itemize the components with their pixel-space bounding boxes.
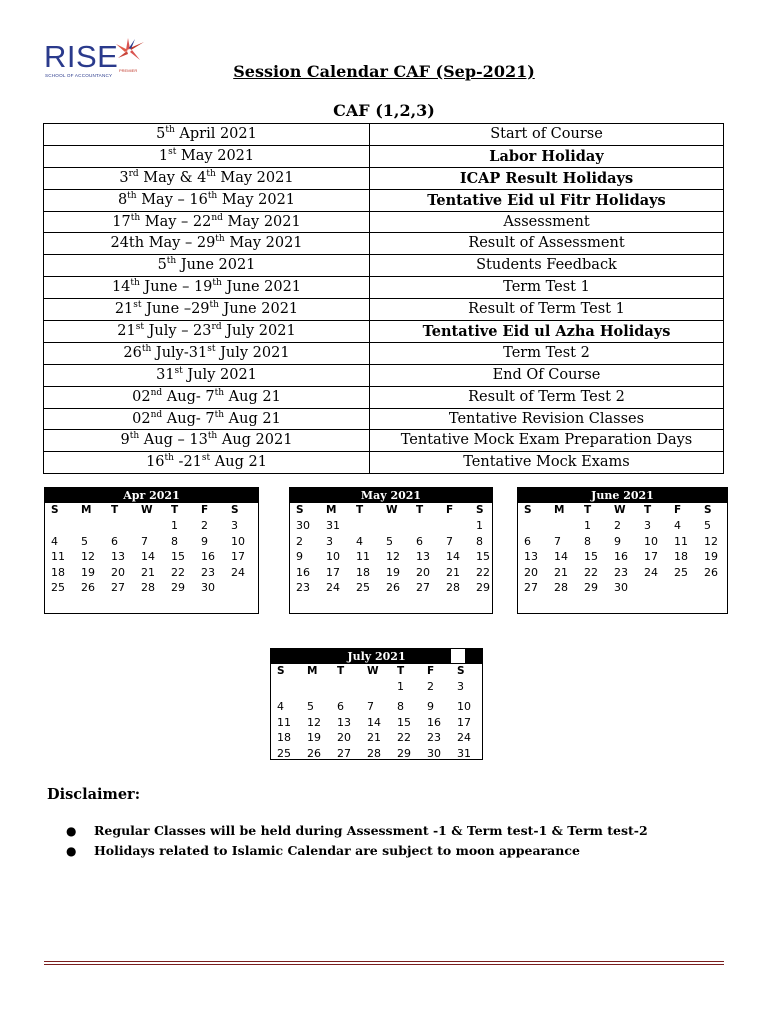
calendar-day: 10 bbox=[326, 550, 340, 564]
weekday-label: S bbox=[457, 665, 465, 677]
calendar-day: 27 bbox=[416, 580, 430, 594]
calendar-day: 10 bbox=[457, 700, 471, 714]
calendar-day: 26 bbox=[307, 746, 321, 760]
calendar-day: 15 bbox=[171, 550, 185, 564]
weekday-label: T bbox=[171, 504, 179, 516]
calendar-day: 21 bbox=[367, 731, 381, 745]
starburst-icon bbox=[114, 38, 146, 64]
calendar-day: 29 bbox=[584, 580, 598, 594]
table-row bbox=[44, 364, 724, 386]
calendar-day bbox=[416, 518, 446, 533]
calendar-day: 30 bbox=[614, 580, 628, 594]
calendar-day: 26 bbox=[386, 580, 400, 594]
weekday-label: M bbox=[326, 504, 337, 516]
calendar-day: 20 bbox=[416, 565, 430, 579]
calendar-day bbox=[356, 518, 386, 533]
calendar-day bbox=[674, 580, 704, 595]
calendar-day: 23 bbox=[201, 565, 215, 579]
weekday-label: T bbox=[584, 504, 592, 516]
table-row bbox=[44, 430, 724, 452]
calendar-day bbox=[111, 518, 141, 533]
calendar-day: 7 bbox=[141, 534, 148, 548]
weekday-label: S bbox=[476, 504, 484, 516]
calendar-day: 13 bbox=[337, 715, 351, 729]
calendar-day: 4 bbox=[356, 534, 363, 548]
table-row bbox=[44, 299, 724, 321]
date-cell: 26th July-31st July 2021 bbox=[44, 342, 370, 364]
calendar-day: 18 bbox=[674, 550, 688, 564]
calendar-day: 25 bbox=[277, 746, 291, 760]
calendar-day: 6 bbox=[416, 534, 423, 548]
calendar-day: 2 bbox=[614, 519, 621, 533]
weekday-label: S bbox=[524, 504, 532, 516]
weekday-label: F bbox=[201, 504, 209, 516]
calendar-day: 27 bbox=[111, 580, 125, 594]
calendar-day bbox=[554, 518, 584, 533]
event-cell: Start of Course bbox=[370, 124, 724, 146]
weekday-label: W bbox=[386, 504, 398, 516]
event-cell: Tentative Mock Exams bbox=[370, 452, 724, 474]
calendar-day bbox=[524, 518, 554, 533]
weekday-label: T bbox=[397, 665, 405, 677]
calendar-day: 1 bbox=[397, 680, 404, 694]
calendar-day: 29 bbox=[171, 580, 185, 594]
calendar-day: 9 bbox=[427, 700, 434, 714]
month-calendar bbox=[289, 487, 493, 614]
weekday-label: M bbox=[554, 504, 565, 516]
calendar-day: 16 bbox=[614, 550, 628, 564]
table-row bbox=[44, 277, 724, 299]
calendar-day: 31 bbox=[457, 746, 471, 760]
date-cell: 31st July 2021 bbox=[44, 364, 370, 386]
calendar-day: 15 bbox=[397, 715, 411, 729]
calendar-day: 8 bbox=[171, 534, 178, 548]
calendar-day: 16 bbox=[296, 565, 310, 579]
calendar-day: 29 bbox=[397, 746, 411, 760]
weekday-label: T bbox=[644, 504, 652, 516]
table-row bbox=[44, 452, 724, 474]
event-cell: ICAP Result Holidays bbox=[370, 167, 724, 189]
calendar-header-notch bbox=[451, 649, 465, 663]
calendar-day: 3 bbox=[231, 519, 238, 533]
calendar-day: 14 bbox=[446, 550, 460, 564]
date-cell: 21st July – 23rd July 2021 bbox=[44, 321, 370, 343]
calendar-day: 18 bbox=[277, 731, 291, 745]
date-cell: 16th -21st Aug 21 bbox=[44, 452, 370, 474]
date-cell: 3rd May & 4th May 2021 bbox=[44, 167, 370, 189]
date-cell: 9th Aug – 13th Aug 2021 bbox=[44, 430, 370, 452]
calendar-day: 2 bbox=[296, 534, 303, 548]
calendar-day: 28 bbox=[446, 580, 460, 594]
weekday-label: S bbox=[277, 665, 285, 677]
weekday-label: S bbox=[704, 504, 712, 516]
date-cell: 5th April 2021 bbox=[44, 124, 370, 146]
calendar-day: 13 bbox=[111, 550, 125, 564]
calendar-day: 30 bbox=[296, 519, 310, 533]
list-item: ● Regular Classes will be held during Assessment -1 & Term test-1 & Term test-2 bbox=[66, 823, 648, 838]
calendar-day: 15 bbox=[476, 550, 490, 564]
calendar-day: 18 bbox=[51, 565, 65, 579]
date-cell: 5th June 2021 bbox=[44, 255, 370, 277]
calendar-day bbox=[704, 580, 734, 595]
calendar-day: 31 bbox=[326, 519, 340, 533]
calendar-day: 5 bbox=[81, 534, 88, 548]
calendar-day bbox=[81, 518, 111, 533]
calendar-day: 11 bbox=[277, 715, 291, 729]
calendar-day: 20 bbox=[337, 731, 351, 745]
document-title: Session Calendar CAF (Sep-2021) bbox=[233, 62, 535, 81]
table-row bbox=[44, 408, 724, 430]
calendar-grid bbox=[277, 664, 487, 761]
weekday-label: F bbox=[674, 504, 682, 516]
event-cell: Result of Assessment bbox=[370, 233, 724, 255]
calendar-day: 20 bbox=[111, 565, 125, 579]
calendar-day: 3 bbox=[457, 680, 464, 694]
event-cell: Term Test 2 bbox=[370, 342, 724, 364]
event-cell: Labor Holiday bbox=[370, 145, 724, 167]
calendar-day: 9 bbox=[614, 534, 621, 548]
calendar-day: 9 bbox=[201, 534, 208, 548]
event-cell: Term Test 1 bbox=[370, 277, 724, 299]
calendar-day: 11 bbox=[51, 550, 65, 564]
event-cell: Tentative Mock Exam Preparation Days bbox=[370, 430, 724, 452]
calendar-day: 27 bbox=[524, 580, 538, 594]
logo-subtext: PREMIER bbox=[119, 68, 138, 73]
calendar-day bbox=[141, 518, 171, 533]
calendar-day: 24 bbox=[326, 580, 340, 594]
table-row bbox=[44, 189, 724, 211]
calendar-day: 22 bbox=[397, 731, 411, 745]
weekday-label: S bbox=[296, 504, 304, 516]
weekday-label: T bbox=[111, 504, 119, 516]
table-row bbox=[44, 167, 724, 189]
weekday-label: S bbox=[51, 504, 59, 516]
calendar-day: 28 bbox=[141, 580, 155, 594]
calendar-day: 3 bbox=[326, 534, 333, 548]
calendar-day: 23 bbox=[614, 565, 628, 579]
calendar-day: 16 bbox=[201, 550, 215, 564]
date-cell: 14th June – 19th June 2021 bbox=[44, 277, 370, 299]
document-subtitle: CAF (1,2,3) bbox=[333, 101, 435, 120]
calendar-grid bbox=[296, 503, 506, 595]
disclaimer-list bbox=[66, 822, 648, 862]
calendar-day bbox=[644, 580, 674, 595]
calendar-day: 24 bbox=[457, 731, 471, 745]
month-calendar bbox=[44, 487, 259, 614]
disclaimer-heading: Disclaimer: bbox=[47, 786, 141, 803]
weekday-label: T bbox=[337, 665, 345, 677]
weekday-label: F bbox=[446, 504, 454, 516]
logo-tagline: SCHOOL OF ACCOUNTANCY bbox=[45, 73, 113, 78]
calendar-day: 29 bbox=[476, 580, 490, 594]
calendar-day: 8 bbox=[584, 534, 591, 548]
event-cell: End Of Course bbox=[370, 364, 724, 386]
calendar-day: 28 bbox=[554, 580, 568, 594]
calendar-day: 18 bbox=[356, 565, 370, 579]
calendar-month-title: May 2021 bbox=[290, 488, 492, 503]
event-cell: Result of Term Test 2 bbox=[370, 386, 724, 408]
event-cell: Tentative Eid ul Fitr Holidays bbox=[370, 189, 724, 211]
calendar-day: 25 bbox=[674, 565, 688, 579]
calendar-day: 19 bbox=[81, 565, 95, 579]
table-row bbox=[44, 386, 724, 408]
calendar-day: 12 bbox=[386, 550, 400, 564]
table-row bbox=[44, 342, 724, 364]
calendar-day bbox=[277, 679, 307, 699]
calendar-day: 21 bbox=[446, 565, 460, 579]
calendar-day: 14 bbox=[554, 550, 568, 564]
calendar-day: 1 bbox=[171, 519, 178, 533]
calendar-day: 7 bbox=[554, 534, 561, 548]
calendar-day: 17 bbox=[644, 550, 658, 564]
calendar-day bbox=[386, 518, 416, 533]
calendar-day: 5 bbox=[307, 700, 314, 714]
calendar-day: 20 bbox=[524, 565, 538, 579]
calendar-day: 17 bbox=[457, 715, 471, 729]
calendar-grid bbox=[51, 503, 261, 595]
calendar-day: 8 bbox=[476, 534, 483, 548]
calendar-day: 12 bbox=[704, 534, 718, 548]
date-cell: 02nd Aug- 7th Aug 21 bbox=[44, 386, 370, 408]
calendar-day: 19 bbox=[307, 731, 321, 745]
calendar-day: 9 bbox=[296, 550, 303, 564]
calendar-day: 6 bbox=[524, 534, 531, 548]
weekday-label: M bbox=[81, 504, 92, 516]
calendar-day: 22 bbox=[171, 565, 185, 579]
calendar-day: 21 bbox=[554, 565, 568, 579]
date-cell: 1st May 2021 bbox=[44, 145, 370, 167]
calendar-day: 5 bbox=[386, 534, 393, 548]
calendar-day: 10 bbox=[644, 534, 658, 548]
event-cell: Tentative Eid ul Azha Holidays bbox=[370, 321, 724, 343]
calendar-day: 28 bbox=[367, 746, 381, 760]
calendar-day: 14 bbox=[141, 550, 155, 564]
calendar-day: 23 bbox=[427, 731, 441, 745]
calendar-day: 1 bbox=[476, 519, 483, 533]
calendar-day: 30 bbox=[201, 580, 215, 594]
footer-divider bbox=[44, 961, 724, 965]
table-row bbox=[44, 255, 724, 277]
weekday-label: T bbox=[356, 504, 364, 516]
table-row bbox=[44, 211, 724, 233]
event-cell: Assessment bbox=[370, 211, 724, 233]
calendar-day: 17 bbox=[326, 565, 340, 579]
weekday-label: S bbox=[231, 504, 239, 516]
calendar-day bbox=[51, 518, 81, 533]
event-cell: Tentative Revision Classes bbox=[370, 408, 724, 430]
calendar-day: 7 bbox=[367, 700, 374, 714]
calendar-day: 4 bbox=[51, 534, 58, 548]
calendar-day: 11 bbox=[674, 534, 688, 548]
date-cell: 21st June –29th June 2021 bbox=[44, 299, 370, 321]
date-cell: 8th May – 16th May 2021 bbox=[44, 189, 370, 211]
calendar-day: 27 bbox=[337, 746, 351, 760]
calendar-day: 2 bbox=[427, 680, 434, 694]
calendar-day: 16 bbox=[427, 715, 441, 729]
list-item: ● Holidays related to Islamic Calendar are subject to moon appearance bbox=[66, 843, 580, 858]
date-cell: 02nd Aug- 7th Aug 21 bbox=[44, 408, 370, 430]
weekday-label: T bbox=[416, 504, 424, 516]
calendar-day: 4 bbox=[674, 519, 681, 533]
table-row bbox=[44, 124, 724, 146]
calendar-day: 7 bbox=[446, 534, 453, 548]
calendar-day: 24 bbox=[644, 565, 658, 579]
calendar-day: 6 bbox=[111, 534, 118, 548]
calendar-day: 2 bbox=[201, 519, 208, 533]
table-row bbox=[44, 233, 724, 255]
calendar-day: 3 bbox=[644, 519, 651, 533]
date-cell: 24th May – 29th May 2021 bbox=[44, 233, 370, 255]
calendar-day: 10 bbox=[231, 534, 245, 548]
calendar-day: 12 bbox=[307, 715, 321, 729]
calendar-day: 30 bbox=[427, 746, 441, 760]
weekday-label: W bbox=[367, 665, 379, 677]
calendar-day: 17 bbox=[231, 550, 245, 564]
weekday-label: W bbox=[141, 504, 153, 516]
calendar-day: 19 bbox=[386, 565, 400, 579]
event-cell: Students Feedback bbox=[370, 255, 724, 277]
weekday-label: M bbox=[307, 665, 318, 677]
calendar-grid bbox=[524, 503, 734, 595]
calendar-day: 23 bbox=[296, 580, 310, 594]
calendar-day: 25 bbox=[51, 580, 65, 594]
calendar-day: 1 bbox=[584, 519, 591, 533]
calendar-day: 26 bbox=[81, 580, 95, 594]
calendar-month-title: July 2021 bbox=[271, 649, 482, 664]
table-row bbox=[44, 321, 724, 343]
calendar-day: 26 bbox=[704, 565, 718, 579]
calendar-day bbox=[446, 518, 476, 533]
calendar-day bbox=[367, 679, 397, 699]
calendar-month-title: June 2021 bbox=[518, 488, 727, 503]
date-cell: 17th May – 22nd May 2021 bbox=[44, 211, 370, 233]
calendar-day: 24 bbox=[231, 565, 245, 579]
bullet-icon: ● bbox=[66, 844, 77, 858]
session-table bbox=[43, 123, 724, 474]
calendar-day bbox=[231, 580, 261, 595]
logo-wordmark: RISE bbox=[44, 39, 119, 74]
weekday-label: W bbox=[614, 504, 626, 516]
calendar-day: 14 bbox=[367, 715, 381, 729]
calendar-day: 8 bbox=[397, 700, 404, 714]
calendar-day bbox=[337, 679, 367, 699]
calendar-day: 4 bbox=[277, 700, 284, 714]
table-row bbox=[44, 145, 724, 167]
calendar-day: 5 bbox=[704, 519, 711, 533]
calendar-day: 15 bbox=[584, 550, 598, 564]
calendar-day: 19 bbox=[704, 550, 718, 564]
calendar-day: 13 bbox=[416, 550, 430, 564]
calendar-day: 25 bbox=[356, 580, 370, 594]
event-cell: Result of Term Test 1 bbox=[370, 299, 724, 321]
calendar-day: 22 bbox=[476, 565, 490, 579]
month-calendar bbox=[270, 648, 483, 760]
bullet-icon: ● bbox=[66, 824, 77, 838]
calendar-day: 12 bbox=[81, 550, 95, 564]
weekday-label: F bbox=[427, 665, 435, 677]
month-calendar bbox=[517, 487, 728, 614]
calendar-day: 21 bbox=[141, 565, 155, 579]
calendar-day bbox=[307, 679, 337, 699]
calendar-day: 11 bbox=[356, 550, 370, 564]
calendar-day: 13 bbox=[524, 550, 538, 564]
calendar-day: 22 bbox=[584, 565, 598, 579]
calendar-month-title: Apr 2021 bbox=[45, 488, 258, 503]
calendar-day: 6 bbox=[337, 700, 344, 714]
